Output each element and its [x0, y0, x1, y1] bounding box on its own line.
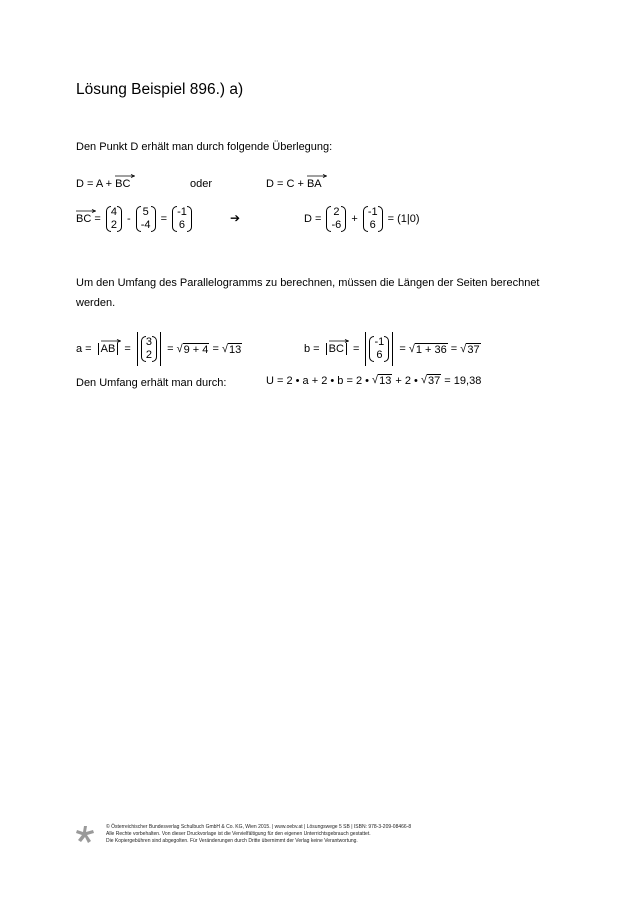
vector-entry: 4	[110, 206, 117, 218]
vector-arrow-icon	[307, 174, 327, 178]
umfang-part: + 2 •	[392, 374, 421, 387]
vector-entry: 2	[333, 206, 340, 218]
root-sign-icon: √	[408, 342, 415, 355]
b-label: b =	[304, 343, 323, 355]
magnitude	[326, 343, 347, 355]
oder-text: oder	[190, 178, 213, 190]
a-label: a =	[76, 343, 95, 355]
root-sign-icon: √	[176, 342, 183, 355]
d-calculation	[304, 203, 420, 235]
magnitude	[365, 332, 393, 366]
footer-line-1: © Österreichischer Bundesverlag Schulbuch GmbH & Co. KG, Wien 2015. | www.oebv.at | Lösungswege 5 SB | ISBN: 978-3-209-08466-8	[106, 824, 412, 830]
vector-entry: 3	[145, 336, 153, 348]
b-calculation	[304, 333, 481, 365]
equals: =	[349, 343, 363, 355]
square-root	[409, 343, 448, 356]
vector-entry: 6	[376, 349, 383, 361]
vector-label: BC	[76, 213, 92, 225]
vector-entry: -1	[367, 206, 378, 218]
equals: =	[209, 343, 222, 355]
root-sign-icon: √	[372, 374, 379, 386]
column-vector	[172, 206, 192, 232]
radicand: 13	[379, 375, 392, 387]
radicand: 1 + 36	[415, 343, 447, 356]
vector-label: BC	[115, 178, 131, 190]
equals: =	[157, 213, 171, 225]
vector-entry: 2	[145, 349, 153, 361]
paragraph-line-2: werden.	[76, 297, 116, 309]
eq-d-c-text: D = C +	[266, 178, 307, 190]
vector-label: BA	[306, 178, 322, 190]
column-vector	[369, 336, 389, 362]
vector-bc	[329, 343, 344, 355]
vector-ba	[307, 178, 322, 190]
equals: =	[447, 343, 461, 355]
intro-text: Den Punkt D erhält man durch folgende Überlegung:	[76, 141, 333, 153]
root-sign-icon: √	[420, 374, 427, 386]
bc-calculation	[76, 203, 194, 235]
umfang-result: = 19,38	[441, 374, 482, 387]
minus: -	[123, 213, 134, 225]
vector-arrow-icon	[101, 339, 121, 343]
umfang-formula	[266, 374, 481, 387]
a-calculation	[76, 333, 242, 365]
publisher-logo-icon	[74, 824, 96, 844]
radicand: 37	[428, 375, 441, 387]
square-root	[372, 374, 392, 387]
square-root	[222, 343, 242, 356]
vector-entry: 6	[178, 219, 186, 231]
footer-line-3: Die Kopiergebühren sind abgegolten. Für Veränderungen durch Dritte übernimmt der Verlag keine Verantwortung.	[106, 838, 358, 844]
implies-arrow-icon: ➔	[230, 211, 241, 225]
vector-entry: -1	[374, 336, 385, 348]
equals: =	[396, 343, 409, 355]
vector-ab	[101, 343, 116, 355]
square-root	[177, 343, 210, 356]
magnitude	[98, 343, 119, 355]
page-title: Lösung Beispiel 896.) a)	[76, 81, 244, 98]
paragraph-line-1: Um den Umfang des Parallelogramms zu berechnen, müssen die Längen der Seiten berechnet	[76, 277, 540, 289]
equals: =	[164, 343, 177, 355]
column-vector	[326, 206, 346, 232]
vector-entry: 2	[110, 219, 117, 231]
column-vector	[363, 206, 383, 232]
radicand: 9 + 4	[183, 343, 209, 356]
vector-entry: -6	[331, 219, 342, 231]
vector-label: BC	[328, 343, 344, 355]
column-vector	[106, 206, 122, 232]
equals: =	[91, 213, 104, 225]
root-sign-icon: √	[221, 342, 228, 355]
d-label: D =	[304, 213, 325, 225]
umfang-part: U = 2 • a + 2 • b = 2 •	[266, 374, 373, 387]
vector-arrow-icon	[329, 339, 349, 343]
vector-bc	[115, 178, 130, 190]
column-vector	[136, 206, 156, 232]
vector-entry: 5	[142, 206, 149, 218]
radicand: 37	[467, 343, 480, 356]
square-root	[421, 374, 441, 387]
vector-bc	[76, 213, 91, 225]
eq-d-a-text: D = A +	[76, 178, 116, 190]
column-vector	[141, 336, 157, 362]
vector-arrow-icon	[115, 174, 135, 178]
equals: =	[121, 343, 134, 355]
radicand: 13	[228, 343, 242, 356]
vector-entry: -4	[140, 219, 151, 231]
vector-entry: 6	[369, 219, 376, 231]
square-root	[460, 343, 480, 356]
d-result: = (1|0)	[384, 213, 420, 225]
vector-arrow-icon	[76, 209, 96, 213]
vector-entry: -1	[177, 206, 187, 218]
plus: +	[348, 213, 361, 225]
vector-label: AB	[100, 343, 116, 355]
equation-d-left	[76, 178, 130, 190]
root-sign-icon: √	[460, 342, 467, 355]
footer-line-2: Alle Rechte vorbehalten. Von dieser Druckvorlage ist die Vervielfältigung für den eigenen Unterrichtsgebrauch gestattet.	[106, 831, 371, 837]
equation-d-right	[266, 178, 322, 190]
umfang-label: Den Umfang erhält man durch:	[76, 377, 227, 389]
magnitude	[137, 332, 161, 366]
